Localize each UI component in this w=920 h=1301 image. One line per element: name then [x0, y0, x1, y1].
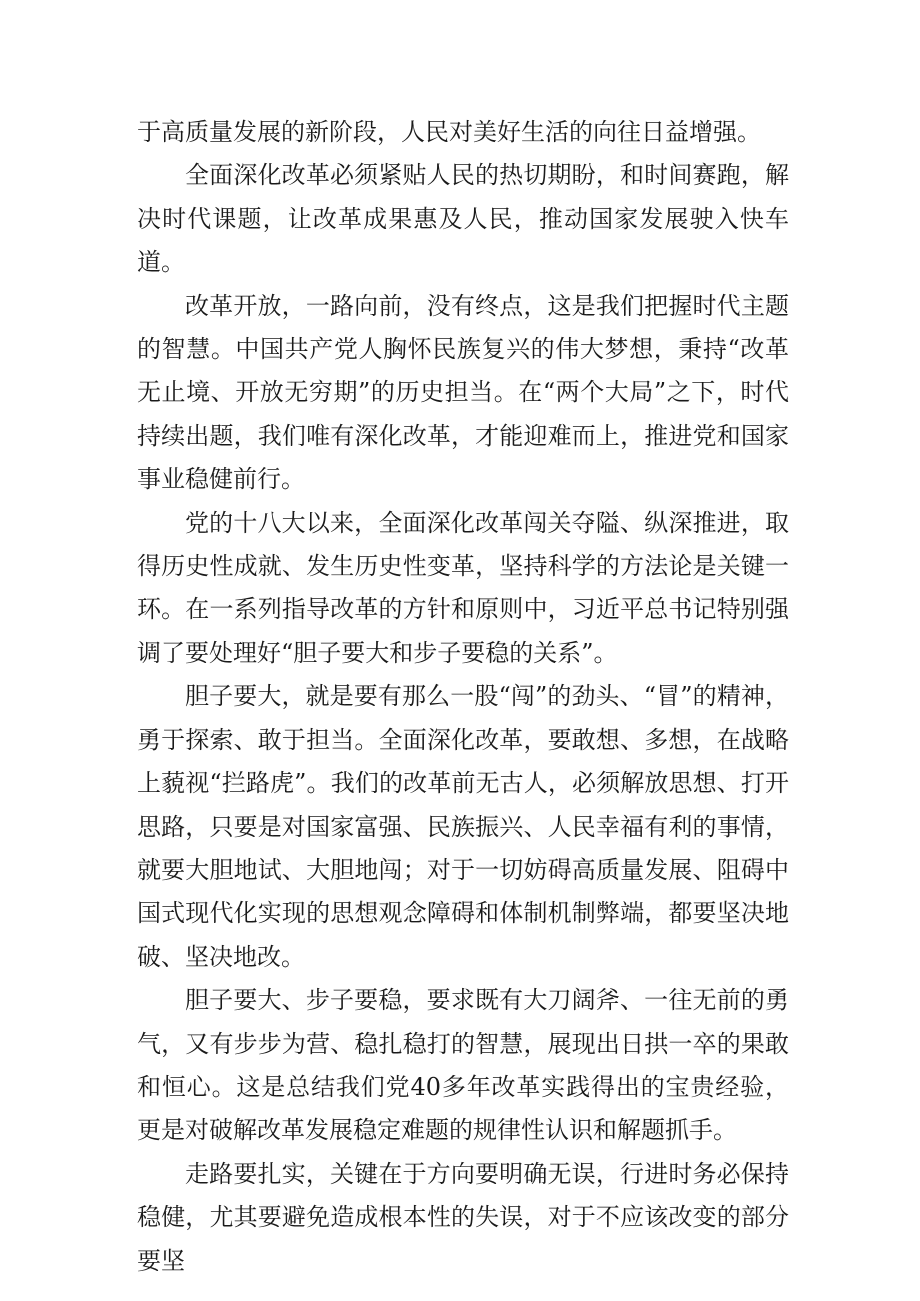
paragraph-since-18th-congress: 党的十八大以来，全面深化改革闯关夺隘、纵深推进，取得历史性成就、发生历史性变革，坚持科学的方法论是关键一环。在一系列指导改革的方针和原则中，习近平总书记特别强调了要处理好“胆子要大和步子要稳的关系”。	[137, 508, 789, 667]
paragraph-people-expectations: 全面深化改革必须紧贴人民的热切期盼，和时间赛跑，解决时代课题，让改革成果惠及人民，推动国家发展驶入快车道。	[137, 161, 789, 277]
paragraph-reform-no-end: 改革开放，一路向前，没有终点，这是我们把握时代主题的智慧。中国共产党人胸怀民族复兴的伟大梦想，秉持“改革无止境、开放无穷期”的历史担当。在“两个大局”之下，时代持续出题，我们唯有深化改革，才能迎难而上，推进党和国家事业稳健前行。	[137, 291, 789, 494]
paragraph-bold-courage: 胆子要大，就是要有那么一股“闯”的劲头、“冒”的精神，勇于探索、敢于担当。全面深化改革，要敢想、多想，在战略上藐视“拦路虎”。我们的改革前无古人，必须解放思想、打开思路，只要是对国家富强、民族振兴、人民幸福有利的事情，就要大胆地试、大胆地闯；对于一切妨碍高质量发展、阻碍中国式现代化实现的思想观念障碍和体制机制弊端，都要坚决地破、坚决地改。	[137, 682, 789, 971]
paragraph-walk-steadily: 走路要扎实，关键在于方向要明确无误，行进时务必保持稳健，尤其要避免造成根本性的失误，对于不应该改变的部分要坚	[137, 1159, 789, 1275]
paragraph-bold-and-steady: 胆子要大、步子要稳，要求既有大刀阔斧、一往无前的勇气，又有步步为营、稳扎稳打的智慧，展现出日拱一卒的果敢和恒心。这是总结我们党40多年改革实践得出的宝贵经验，更是对破解改革发展稳定难题的规律性认识和解题抓手。	[137, 986, 789, 1145]
document-body	[137, 111, 789, 1283]
paragraph-continued: 于高质量发展的新阶段，人民对美好生活的向往日益增强。	[137, 118, 761, 146]
